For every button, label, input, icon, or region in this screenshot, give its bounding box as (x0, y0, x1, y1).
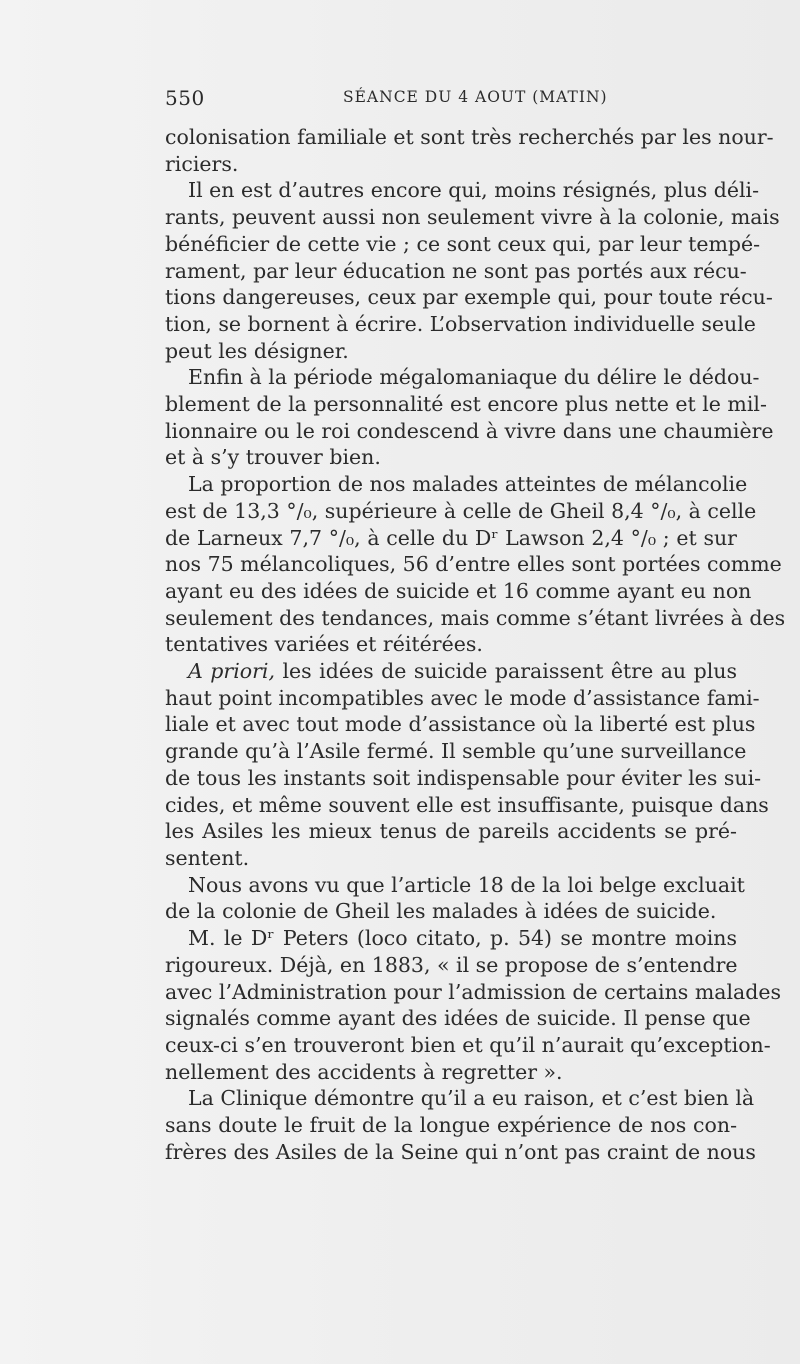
text-line: M. le Dʳ Peters (loco citato, p. 54) se montre moins (188, 926, 737, 951)
page-number: 550 (165, 86, 205, 110)
text-line: colonisation familiale et sont très recherchés par les nour- (165, 125, 774, 149)
text-line: ceux-ci s’en trouveront bien et qu’il n’aurait qu’exception- (165, 1032, 771, 1057)
text-line: Nous avons vu que l’article 18 de la loi belge excluait (188, 872, 745, 897)
text-line: sans doute le fruit de la longue expérience de nos con- (165, 1113, 737, 1138)
text-line: les Asiles les mieux tenus de pareils accidents se pré- (165, 819, 737, 844)
text-line: de Larneux 7,7 °/₀, à celle du Dʳ Lawson 2,4 °/₀ ; et sur (165, 525, 737, 550)
text-line: cides, et même souvent elle est insuffisante, puisque dans (165, 792, 769, 817)
text-line: rants, peuvent aussi non seulement vivre à la colonie, mais (165, 205, 780, 230)
text-line: de tous les instants soit indispensable pour éviter les sui- (165, 765, 762, 790)
text-line: La proportion de nos malades atteintes de mélancolie (188, 472, 748, 497)
text-line: tions dangereuses, ceux par exemple qui, pour toute récu- (165, 285, 773, 310)
running-head: SÉANCE DU 4 AOUT (MATIN) (343, 88, 608, 106)
text-line: tion, se bornent à écrire. L’observation individuelle seule (165, 311, 756, 336)
text-line: et à s’y trouver bien. (165, 445, 381, 470)
text-line: seulement des tendances, mais comme s’étant livrées à des (165, 605, 786, 630)
text-line: tentatives variées et réitérées. (165, 632, 483, 657)
text-line: ayant eu des idées de suicide et 16 comme ayant eu non (165, 578, 752, 603)
text-line: signalés comme ayant des idées de suicide. Il pense que (165, 1006, 751, 1031)
text-line: liale et avec tout mode d’assistance où la liberté est plus (165, 712, 756, 737)
text-line: blement de la personnalité est encore plus nette et le mil- (165, 392, 767, 417)
line-text: les idées de suicide paraissent être au plus (274, 659, 737, 684)
text-line: rament, par leur éducation ne sont pas portés aux récu- (165, 258, 747, 283)
text-line: lionnaire ou le roi condescend à vivre dans une chaumière (165, 418, 774, 443)
text-line: avec l’Administration pour l’admission de certains malades (165, 979, 782, 1004)
text-line: rigoureux. Déjà, en 1883, « il se propose de s’entendre (165, 952, 738, 977)
text-line: bénéficier de cette vie ; ce sont ceux qui, par leur tempé- (165, 231, 761, 256)
text-line: Enfin à la période mégalomaniaque du délire le dédou- (188, 365, 760, 390)
text-line: grande qu’à l’Asile fermé. Il semble qu’une surveillance (165, 739, 747, 764)
text-line: de la colonie de Gheil les malades à idées de suicide. (165, 899, 717, 924)
italic-phrase: A priori, (188, 659, 275, 684)
text-line: La Clinique démontre qu’il a eu raison, et c’est bien là (188, 1086, 755, 1111)
body-text (165, 124, 786, 1165)
text-line: haut point incompatibles avec le mode d’assistance fami- (165, 685, 760, 710)
text-line: frères des Asiles de la Seine qui n’ont pas craint de nous (165, 1139, 756, 1164)
text-line: sentent. (165, 845, 250, 870)
page-header (165, 86, 737, 114)
text-line: riciers. (165, 151, 239, 176)
text-line: nellement des accidents à regretter ». (165, 1059, 563, 1084)
text-line: Il en est d’autres encore qui, moins résignés, plus déli- (188, 178, 760, 203)
text-line (165, 658, 737, 685)
text-line: nos 75 mélancoliques, 56 d’entre elles sont portées comme (165, 552, 782, 577)
text-line: peut les désigner. (165, 338, 349, 363)
text-line: est de 13,3 °/₀, supérieure à celle de Gheil 8,4 °/₀, à celle (165, 498, 757, 523)
